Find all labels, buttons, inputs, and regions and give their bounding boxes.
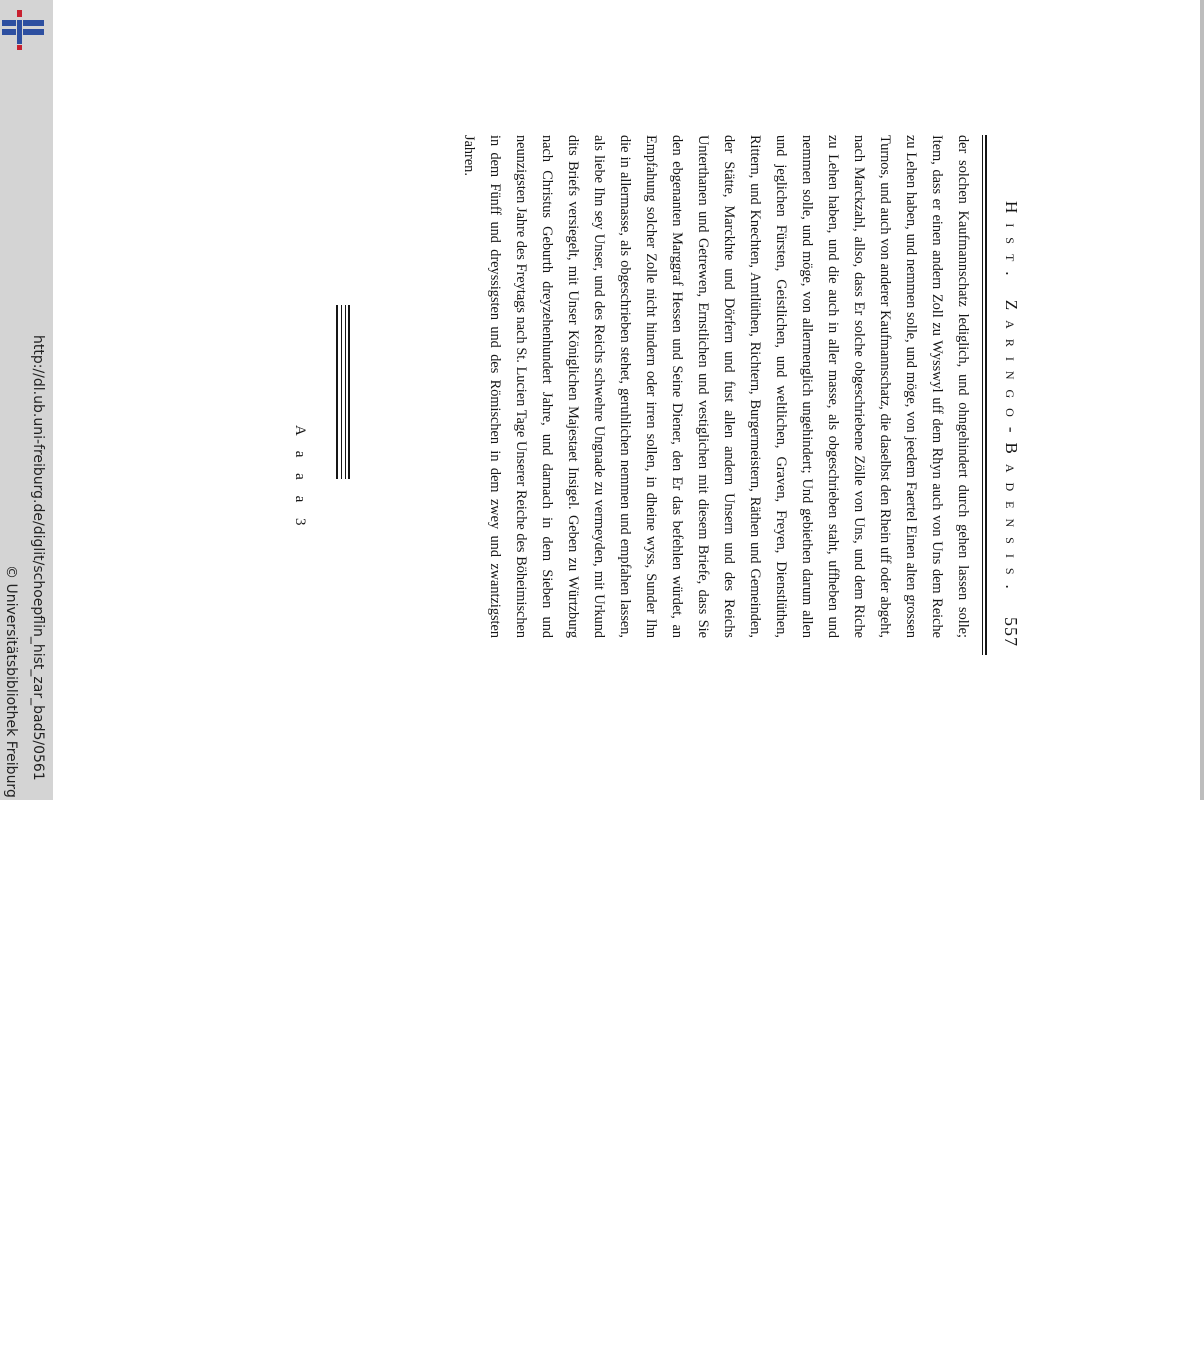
running-head [992,135,1026,655]
copyright-text: © Universitätsbibliothek Freiburg [3,565,19,798]
body-paragraph: der solchen Kaufmannschatz lediglich, und ohngehindert durch gehen lassen solle; Item, dass er einen andern Zoll zu Wysswyl uff dem Rhyn auch von Uns dem Reiche zu Lehen haben, und nemmen solle, und möge, von jeedem Faertel Einen alten grossen Turnos, und auch von anderer Kaufmannschatz, die daselbst den Rhein uff oder abgeht, nach Marckzahl, allso, dass Er solche obgeschriebene Zölle von Uns, und dem Riche zu Lehen haben, und die auch in aller masse, als obgeschrieben staht, uffheben und nemmen solle, und möge, von allermenglich ungehindert; Und gebiethen darum allen und jeglichen Fürsten, Geistlichen, und weltlichen, Graven, Freyen, Dienstlüthen, Rittern, und Knechten, Amtlüthen, Richtern, Burgermeistern, Räthen und Gemeinden, der Stätte, Marckhte und Dörfern und fust allen andern Unsern und des Reichs Unterthanen und Getrewen, Ernstlichen und vestiglichen mit diesem Briefe, dass Sie den ebgenanten Marggraf Hessen und Seine Diener, den Er das befehlen würdet, an Empfahung solcher Zolle nicht hindern oder irren sollen, in dheine wyss, Sunder Ihn die in allermasse, als obgeschrieben stehet, geruhlichen nemmen und empfahen lassen, als liebe Ihn sey Unser, und des Reichs schwehre Ungnade zu vermeyden, mit Urkund dits Briefs versiegelt, mit Unser Königlichen Majestaet Insigel. Geben zu Würtzburg nach Christus Geburth dreyzehenhundert Jahre, und darnach in dem Sieben und neunzigsten Jahre des Freytags nach St. Lucien Tage Unserer Reiche des Böheimischen in dem Fünff und dreyssigsten und des Römischen in dem zwey und zwantzigsten Jahren. [461,135,971,638]
sidebar [0,0,53,800]
body-text [456,135,976,638]
signature-mark: A a a a 3 [292,425,308,532]
page-number: 557 [1001,617,1021,647]
scan-edge [1200,0,1204,800]
end-rule [341,305,342,479]
header-rule [985,135,987,655]
end-rule [345,305,346,479]
end-rule [348,305,350,479]
header-rule-thin [982,135,983,655]
ub-freiburg-logo-icon [2,8,44,50]
running-title: Hist. Zaringo-Badensis. [1002,201,1021,599]
end-rule [336,305,338,479]
source-url: http://dl.ub.uni-freiburg.de/diglit/schoepflin_hist_zar_bad5/0561 [30,335,46,781]
rotated-book-page [292,135,1026,655]
